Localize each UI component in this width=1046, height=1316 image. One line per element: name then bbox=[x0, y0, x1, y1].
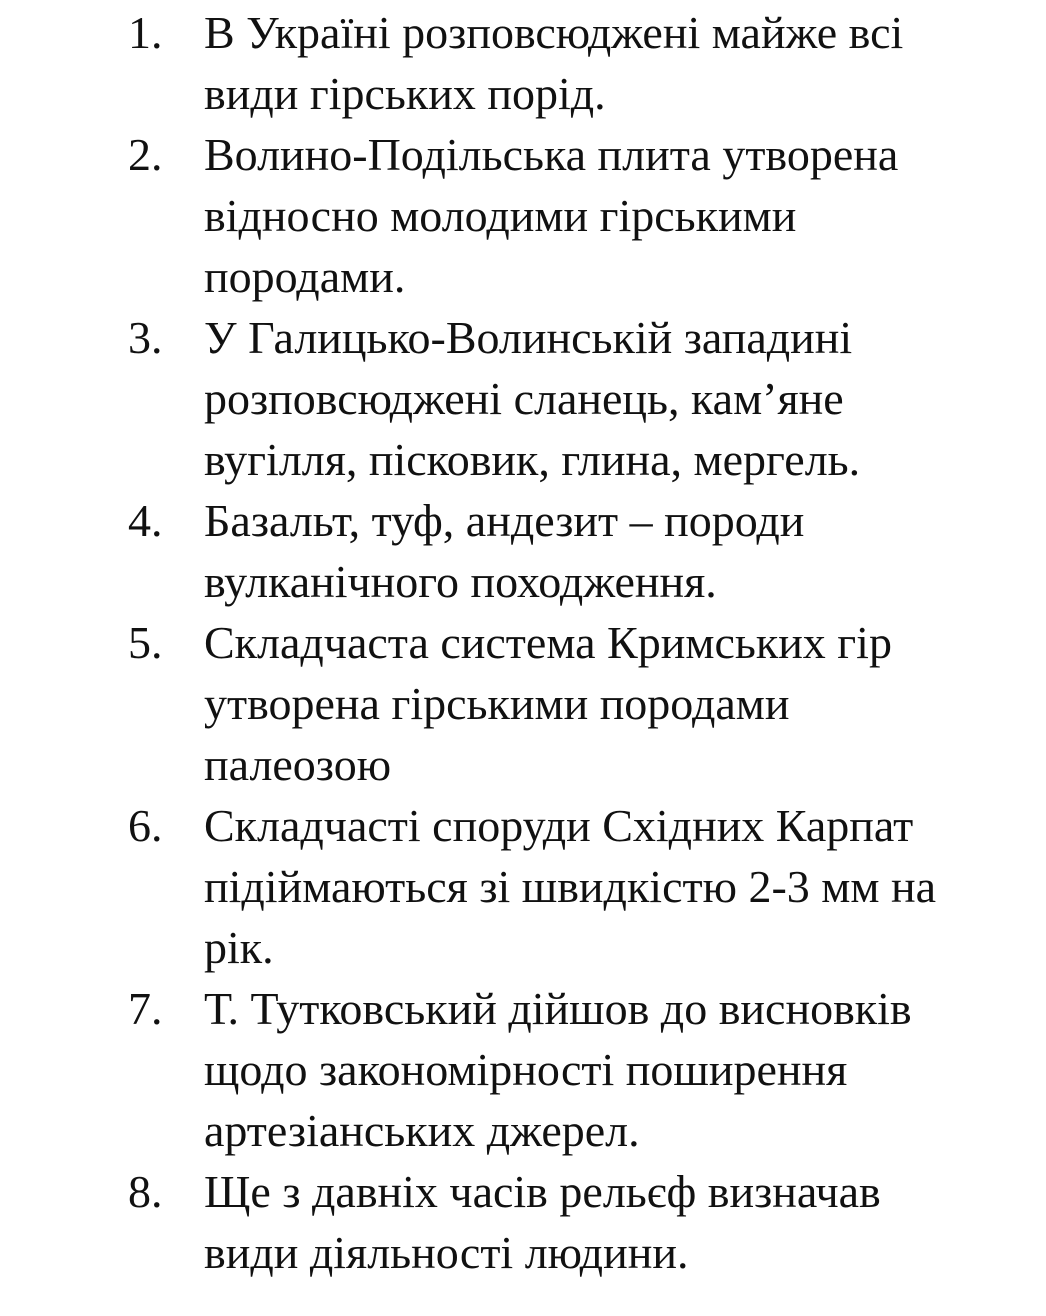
item-line: породами. bbox=[204, 251, 406, 302]
item-line: Складчаста система Кримських гір bbox=[204, 617, 892, 668]
item-line: відносно молодими гірськими bbox=[204, 190, 797, 241]
list-item bbox=[0, 307, 1046, 490]
item-number: 6. bbox=[128, 800, 163, 851]
item-number: 1. bbox=[128, 7, 163, 58]
item-line: рік. bbox=[204, 922, 274, 973]
item-line: палеозою bbox=[204, 739, 392, 790]
list-item bbox=[0, 612, 1046, 795]
item-line: вугілля, пісковик, глина, мергель. bbox=[204, 434, 861, 485]
list-item bbox=[0, 490, 1046, 612]
item-number: 2. bbox=[128, 129, 163, 180]
list-item bbox=[0, 2, 1046, 124]
item-line: утворена гірськими породами bbox=[204, 678, 790, 729]
item-line: артезіанських джерел. bbox=[204, 1105, 640, 1156]
item-line: Ще з давніх часів рельєф визначав bbox=[204, 1166, 881, 1217]
item-number: 7. bbox=[128, 983, 163, 1034]
list-item bbox=[0, 978, 1046, 1161]
item-number: 8. bbox=[128, 1166, 163, 1217]
item-number: 4. bbox=[128, 495, 163, 546]
item-line: Базальт, туф, андезит – породи bbox=[204, 495, 805, 546]
item-line: підіймаються зі швидкістю 2-3 мм на bbox=[204, 861, 937, 912]
item-line: розповсюджені сланець, кам’яне bbox=[204, 373, 844, 424]
item-line: Волино-Подільська плита утворена bbox=[204, 129, 899, 180]
list-item bbox=[0, 795, 1046, 978]
item-line: види гірських порід. bbox=[204, 68, 606, 119]
item-line: щодо закономірності поширення bbox=[204, 1044, 848, 1095]
item-line: вулканічного походження. bbox=[204, 556, 717, 607]
statement-list bbox=[0, 2, 1046, 1283]
item-line: види діяльності людини. bbox=[204, 1227, 689, 1278]
item-line: В Україні розповсюджені майже всі bbox=[204, 7, 904, 58]
item-line: Т. Тутковський дійшов до висновків bbox=[204, 983, 912, 1034]
item-line: У Галицько-Волинській западині bbox=[204, 312, 853, 363]
item-number: 5. bbox=[128, 617, 163, 668]
list-item bbox=[0, 124, 1046, 307]
list-item bbox=[0, 1161, 1046, 1283]
item-line: Складчасті споруди Східних Карпат bbox=[204, 800, 914, 851]
item-number: 3. bbox=[128, 312, 163, 363]
